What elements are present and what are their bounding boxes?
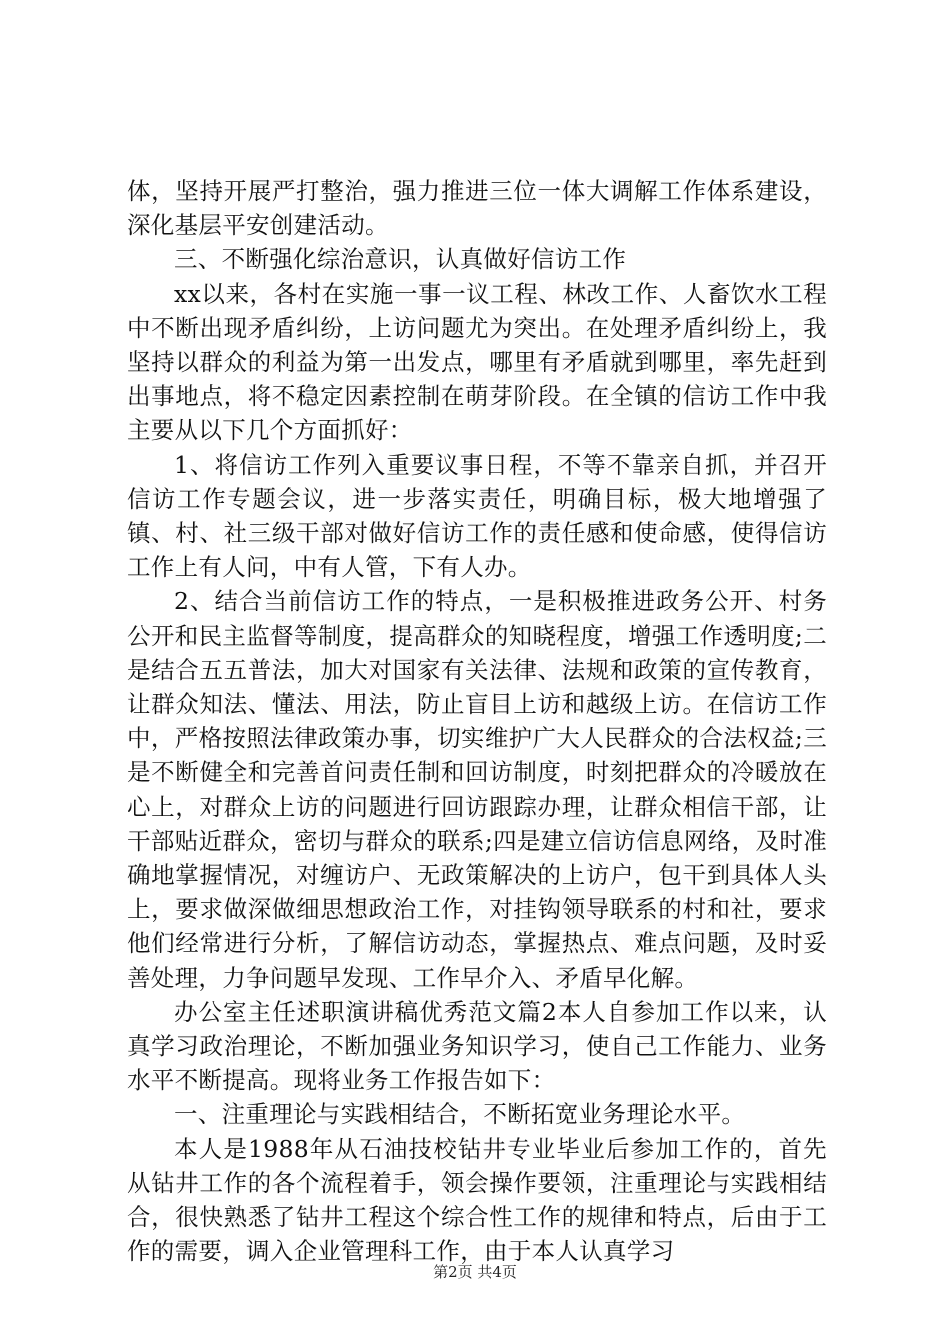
- paragraph: 2、结合当前信访工作的特点，一是积极推进政务公开、村务公开和民主监督等制度，提高群众的知晓程度，增强工作透明度;二是结合五五普法，加大对国家有关法律、法规和政策的宣传教育，让群众知法、懂法、用法，防止盲目上访和越级上访。在信访工作中，严格按照法律政策办事，切实维护广大人民群众的合法权益;三是不断健全和完善首问责任制和回访制度，时刻把群众的冷暖放在心上，对群众上访的问题进行回访跟踪办理，让群众相信干部，让干部贴近群众，密切与群众的联系;四是建立信访信息网络，及时准确地掌握情况，对缠访户、无政策解决的上访户，包干到具体人头上，要求做深做细思想政治工作，对挂钩领导联系的村和社，要求他们经常进行分析，了解信访动态，掌握热点、难点问题，及时妥善处理，力争问题早发现、工作早介入、矛盾早化解。: [127, 587, 827, 992]
- paragraph: 本人是1988年从石油技校钻井专业毕业后参加工作的，首先从钻井工作的各个流程着手，领会操作要领，注重理论与实践相结合，很快熟悉了钻井工程这个综合性工作的规律和特点，后由于工作的需要，调入企业管理科工作，由于本人认真学习: [127, 1134, 827, 1266]
- paragraph: 办公室主任述职演讲稿优秀范文篇2本人自参加工作以来，认真学习政治理论，不断加强业务知识学习，使自己工作能力、业务水平不断提高。现将业务工作报告如下：: [127, 997, 827, 1095]
- section-heading: 一、注重理论与实践相结合，不断拓宽业务理论水平。: [174, 1100, 746, 1129]
- paragraph: 体，坚持开展严打整治，强力推进三位一体大调解工作体系建设，深化基层平安创建活动。: [127, 177, 827, 240]
- document-body: [127, 174, 827, 1269]
- paragraph: xx以来，各村在实施一事一议工程、林改工作、人畜饮水工程中不断出现矛盾纠纷，上访问题尤为突出。在处理矛盾纠纷上，我坚持以群众的利益为第一出发点，哪里有矛盾就到哪里，率先赶到出事地点，将不稳定因素控制在萌芽阶段。在全镇的信访工作中我主要从以下几个方面抓好：: [127, 279, 827, 445]
- page-number-footer: 第2页 共4页: [433, 1263, 517, 1281]
- paragraph: 1、将信访工作列入重要议事日程，不等不靠亲自抓，并召开信访工作专题会议，进一步落实责任，明确目标，极大地增强了镇、村、社三级干部对做好信访工作的责任感和使命感，使得信访工作上有人问，中有人管，下有人办。: [127, 450, 827, 582]
- section-heading: 三、不断强化综治意识，认真做好信访工作: [174, 245, 627, 274]
